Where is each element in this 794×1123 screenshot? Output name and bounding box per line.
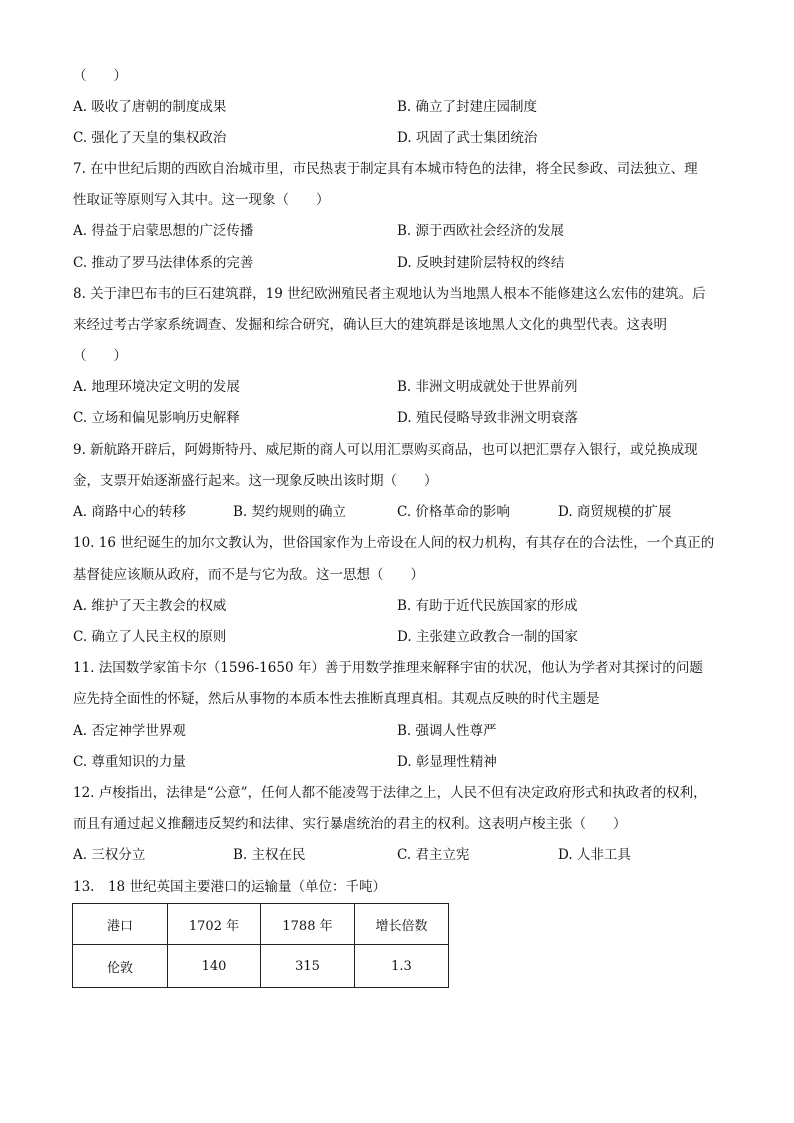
q7-option-b[interactable]: B. 源于西欧社会经济的发展: [397, 223, 565, 239]
q11-stem-line-1: 11. 法国数学家笛卡尔（1596-1650 年）善于用数学推理来解释宇宙的状况，他认为学者对其探讨的问题: [73, 660, 703, 676]
q6-option-d[interactable]: D. 巩固了武士集团统治: [397, 130, 538, 146]
q12-stem-line-1: 12. 卢梭指出，法律是“公意”，任何人都不能凌驾于法律之上，人民不但有决定政府形式和执政者的权利，: [73, 785, 707, 801]
table-cell: 140: [168, 945, 261, 988]
q10-stem-line-2: 基督徒应该顺从政府，而不是与它为敌。这一思想（ ）: [73, 567, 424, 583]
q12-option-a[interactable]: A. 三权分立: [73, 847, 146, 863]
q9-option-c[interactable]: C. 价格革命的影响: [397, 504, 510, 520]
table-cell: 伦敦: [73, 945, 168, 988]
table-header-cell: 1788 年: [261, 904, 355, 945]
q10-stem-line-1: 10. 16 世纪诞生的加尔文教认为，世俗国家作为上帝设在人间的权力机构，有其存在的合法性，一个真正的: [73, 535, 715, 551]
q8-stem-line-2: 来经过考古学家系统调查、发掘和综合研究，确认巨大的建筑群是该地黑人文化的典型代表。这表明: [73, 317, 667, 333]
q10-option-c[interactable]: C. 确立了人民主权的原则: [73, 629, 227, 645]
table-row: [73, 945, 449, 988]
q12-option-c[interactable]: C. 君主立宪: [397, 847, 470, 863]
q7-option-d[interactable]: D. 反映封建阶层特权的终结: [397, 255, 565, 271]
q6-option-a[interactable]: A. 吸收了唐朝的制度成果: [73, 99, 227, 115]
q9-stem-line-2: 金，支票开始逐渐盛行起来。这一现象反映出该时期（ ）: [73, 473, 438, 489]
q10-option-b[interactable]: B. 有助于近代民族国家的形成: [397, 598, 578, 614]
q11-option-d[interactable]: D. 彰显理性精神: [397, 754, 497, 770]
table-header-cell: 港口: [73, 904, 168, 945]
q10-option-d[interactable]: D. 主张建立政教合一制的国家: [397, 629, 578, 645]
table-cell: 1.3: [355, 945, 449, 988]
q8-option-a[interactable]: A. 地理环境决定文明的发展: [73, 379, 240, 395]
table-header-row: [73, 904, 449, 945]
q9-option-a[interactable]: A. 商路中心的转移: [73, 504, 186, 520]
q12-option-b[interactable]: B. 主权在民: [233, 847, 306, 863]
q13-table-title: 13. 18 世纪英国主要港口的运输量（单位：千吨）: [73, 879, 386, 895]
q8-stem-line-1: 8. 关于津巴布韦的巨石建筑群，19 世纪欧洲殖民者主观地认为当地黑人根本不能修建这么宏伟的建筑。后: [73, 286, 706, 302]
q8-option-d[interactable]: D. 殖民侵略导致非洲文明衰落: [397, 410, 578, 426]
q8-option-c[interactable]: C. 立场和偏见影响历史解释: [73, 410, 240, 426]
q6-option-b[interactable]: B. 确立了封建庄园制度: [397, 99, 538, 115]
q12-stem-line-2: 而且有通过起义推翻违反契约和法律、实行暴虐统治的君主的权利。这表明卢梭主张（ ）: [73, 816, 627, 832]
q7-stem-line-2: 性取证等原则写入其中。这一现象（ ）: [73, 192, 330, 208]
q11-option-c[interactable]: C. 尊重知识的力量: [73, 754, 186, 770]
table-header-cell: 1702 年: [168, 904, 261, 945]
table-cell: 315: [261, 945, 355, 988]
q7-option-c[interactable]: C. 推动了罗马法律体系的完善: [73, 255, 254, 271]
table-header-cell: 增长倍数: [355, 904, 449, 945]
q10-option-a[interactable]: A. 维护了天主教会的权威: [73, 598, 227, 614]
q11-option-b[interactable]: B. 强调人性尊严: [397, 723, 497, 739]
q11-stem-line-2: 应先持全面性的怀疑，然后从事物的本质本性去推断真理真相。其观点反映的时代主题是: [73, 691, 600, 707]
q12-option-d[interactable]: D. 人非工具: [558, 847, 631, 863]
q9-stem-line-1: 9. 新航路开辟后，阿姆斯特丹、威尼斯的商人可以用汇票购买商品，也可以把汇票存入银行，或兑换成现: [73, 442, 698, 458]
q7-stem-line-1: 7. 在中世纪后期的西欧自治城市里，市民热衷于制定具有本城市特色的法律，将全民参政、司法独立、理: [73, 161, 698, 177]
q9-option-b[interactable]: B. 契约规则的确立: [233, 504, 347, 520]
q9-option-d[interactable]: D. 商贸规模的扩展: [558, 504, 672, 520]
q8-option-b[interactable]: B. 非洲文明成就处于世界前列: [397, 379, 578, 395]
q7-option-a[interactable]: A. 得益于启蒙思想的广泛传播: [73, 223, 254, 239]
q11-option-a[interactable]: A. 否定神学世界观: [73, 723, 186, 739]
q6-option-c[interactable]: C. 强化了天皇的集权政治: [73, 130, 227, 146]
q6-stem-tail: （ ）: [73, 68, 127, 84]
q8-stem-line-3: （ ）: [73, 348, 127, 364]
port-volume-table: [72, 903, 449, 988]
